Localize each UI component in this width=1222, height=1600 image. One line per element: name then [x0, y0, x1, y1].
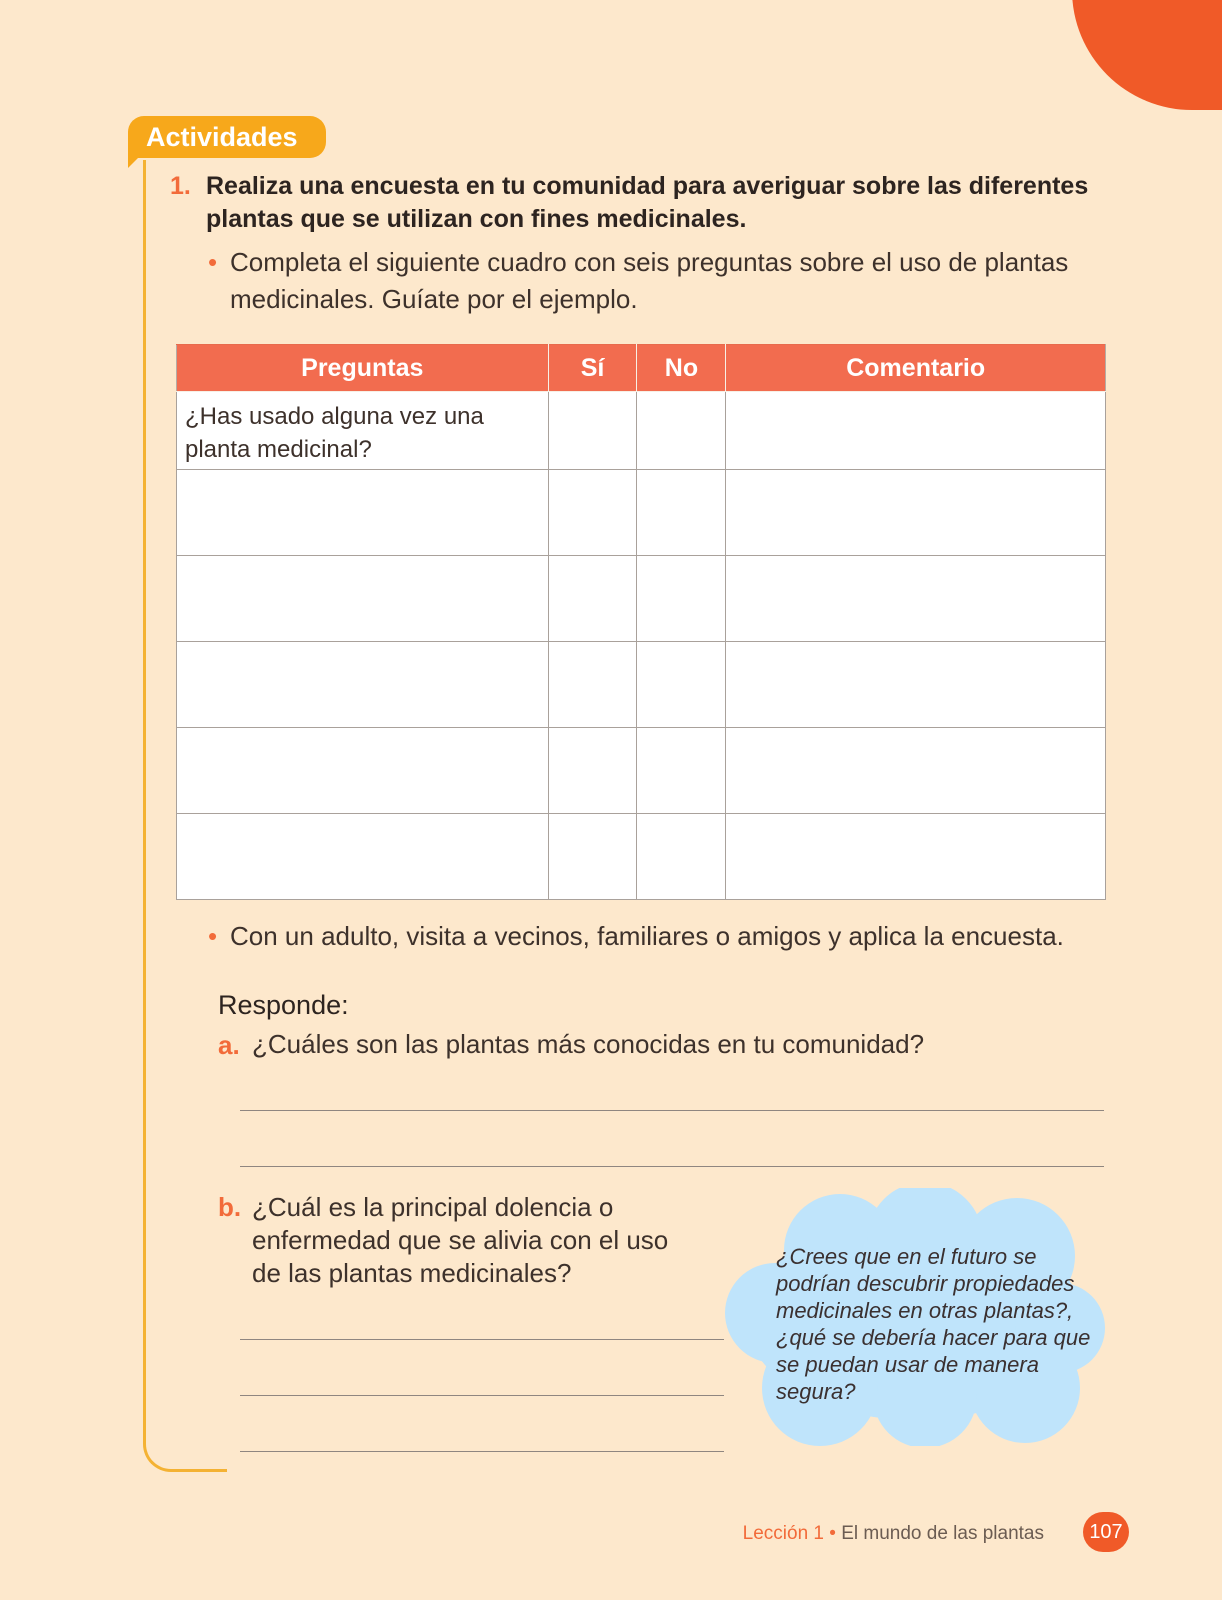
- comment-cell[interactable]: [726, 556, 1106, 642]
- question-b-text: ¿Cuál es la principal dolencia o enfermedad que se alivia con el uso de las plantas medicinales?: [252, 1192, 669, 1288]
- answer-line-a2[interactable]: [240, 1166, 1104, 1167]
- answer-cell[interactable]: [637, 392, 726, 470]
- answer-cell[interactable]: [548, 556, 637, 642]
- comment-cell[interactable]: [726, 470, 1106, 556]
- lesson-title: El mundo de las plantas: [841, 1523, 1044, 1544]
- question-cell[interactable]: [177, 470, 549, 556]
- question-cell[interactable]: [177, 728, 549, 814]
- answer-line-a1[interactable]: [240, 1110, 1104, 1111]
- bullet-apply-survey: [208, 918, 1110, 955]
- footer-separator: •: [829, 1523, 836, 1544]
- example-question-cell: ¿Has usado alguna vez una planta medicinal?: [177, 392, 549, 470]
- bullet-text: Con un adulto, visita a vecinos, familiares o amigos y aplica la encuesta.: [230, 921, 1064, 951]
- answer-cell[interactable]: [548, 470, 637, 556]
- survey-table: [176, 344, 1106, 900]
- question-cell[interactable]: [177, 556, 549, 642]
- question-a-text: ¿Cuáles son las plantas más conocidas en tu comunidad?: [252, 1029, 925, 1059]
- question-a-letter: a.: [218, 1030, 240, 1060]
- table-row: [177, 556, 1106, 642]
- footer-lesson: [743, 1523, 1044, 1545]
- comment-cell[interactable]: [726, 814, 1106, 900]
- header-si: Sí: [548, 345, 637, 392]
- answer-cell[interactable]: [637, 470, 726, 556]
- bullet-dot: •: [208, 921, 218, 951]
- activity-number: 1.: [170, 172, 191, 200]
- page-number: 107: [1083, 1512, 1129, 1552]
- answer-cell[interactable]: [637, 556, 726, 642]
- answer-cell[interactable]: [548, 728, 637, 814]
- table-row: [177, 642, 1106, 728]
- header-comentario: Comentario: [726, 345, 1106, 392]
- question-cell[interactable]: [177, 814, 549, 900]
- comment-cell[interactable]: [726, 728, 1106, 814]
- table-row: [177, 392, 1106, 470]
- question-cell[interactable]: [177, 642, 549, 728]
- question-b-letter: b.: [218, 1192, 242, 1222]
- lesson-label: Lección 1: [742, 1523, 824, 1544]
- section-tab-notch: [128, 156, 140, 168]
- bullet-dot: •: [208, 247, 218, 277]
- answer-line-b3[interactable]: [240, 1451, 724, 1452]
- answer-cell[interactable]: [637, 642, 726, 728]
- bullet-complete-table: [208, 244, 1080, 318]
- section-tab: Actividades: [128, 116, 326, 158]
- header-preguntas: Preguntas: [177, 345, 549, 392]
- table-row: [177, 470, 1106, 556]
- table-header-row: [177, 345, 1106, 392]
- comment-cell[interactable]: [726, 392, 1106, 470]
- comment-cell[interactable]: [726, 642, 1106, 728]
- answer-line-b2[interactable]: [240, 1395, 724, 1396]
- header-no: No: [637, 345, 726, 392]
- answer-line-b1[interactable]: [240, 1339, 724, 1340]
- answer-cell[interactable]: [637, 728, 726, 814]
- answer-cell[interactable]: [548, 392, 637, 470]
- responde-label: Responde:: [218, 990, 349, 1020]
- corner-decoration: [1072, 0, 1222, 110]
- bullet-text: Completa el siguiente cuadro con seis preguntas sobre el uso de plantas medicinales. Guíate por el ejemplo.: [230, 247, 1069, 314]
- answer-cell[interactable]: [548, 642, 637, 728]
- answer-cell[interactable]: [637, 814, 726, 900]
- table-row: [177, 814, 1106, 900]
- cloud-question: ¿Crees que en el futuro se podrían descubrir propiedades medicinales en otras plantas?, ¿qué se debería hacer para que se puedan usar de manera segura?: [776, 1244, 1091, 1404]
- activity-instruction: Realiza una encuesta en tu comunidad para averiguar sobre las diferentes plantas que se utilizan con fines medicinales.: [206, 172, 1089, 233]
- table-row: [177, 728, 1106, 814]
- answer-cell[interactable]: [548, 814, 637, 900]
